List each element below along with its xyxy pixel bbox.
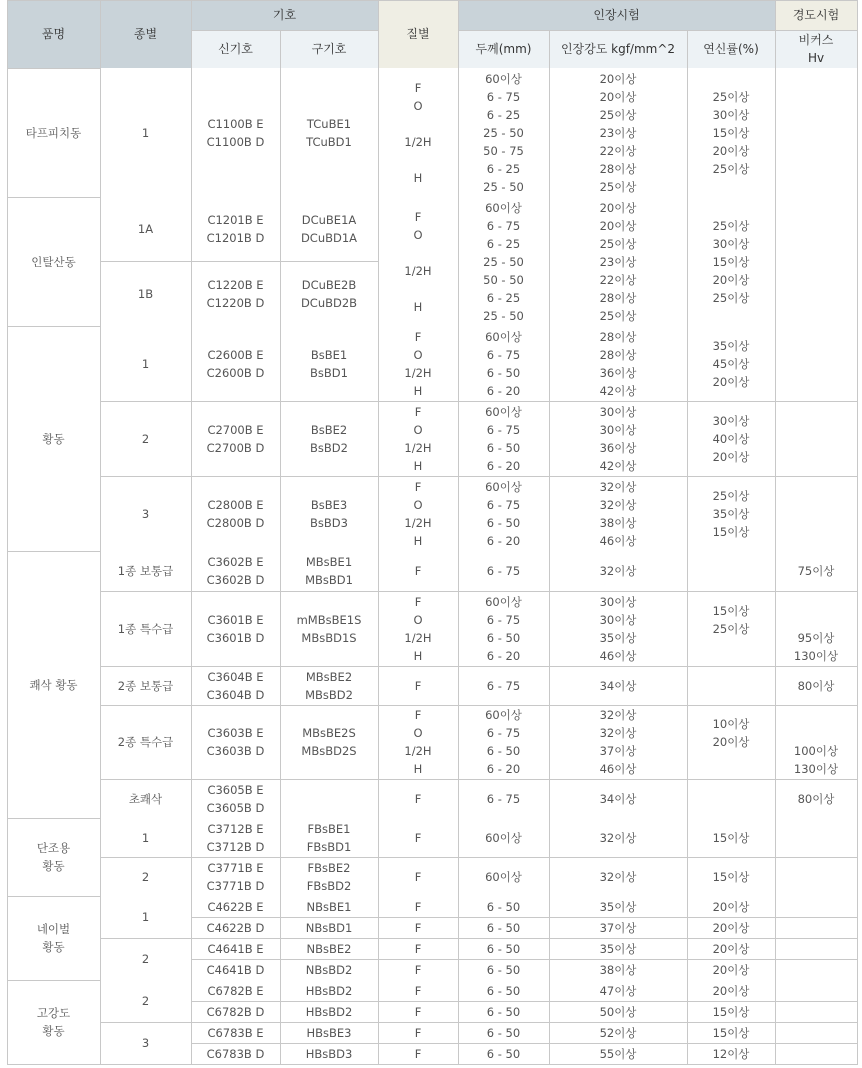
new-symbol-cell: C4641B E (191, 938, 280, 959)
grid-line (100, 68, 101, 197)
grid-line (775, 980, 776, 1064)
vickers-cell (775, 980, 857, 1001)
vickers-cell: 75이상 (775, 551, 857, 591)
type-cell: 1B (100, 261, 191, 326)
thickness-cell: 6 - 50 (458, 1022, 549, 1043)
old-symbol-cell: MBsBE1 MBsBD1 (280, 551, 378, 591)
strength-cell: 50이상 (549, 1001, 687, 1022)
thickness-cell: 6 - 75 (458, 666, 549, 705)
new-symbol-cell: C6782B D (191, 1001, 280, 1022)
grid-line (280, 30, 281, 68)
grid-line (191, 818, 192, 896)
thickness-cell: 60이상 6 - 75 6 - 25 25 - 50 50 - 75 6 - 25 25 - 50 (458, 68, 549, 197)
temper-cell: F O 1/2H H (378, 326, 458, 401)
thickness-cell: 60이상 6 - 75 6 - 50 6 - 20 (458, 705, 549, 779)
temper-cell: F O 1/2H H (378, 68, 458, 197)
grid-line (191, 666, 857, 667)
grid-line (458, 980, 459, 1064)
strength-cell: 32이상 (549, 857, 687, 896)
new-symbol-cell: C6783B E (191, 1022, 280, 1043)
thickness-cell: 6 - 50 (458, 1001, 549, 1022)
elongation-cell: 25이상 30이상 15이상 20이상 25이상 (687, 68, 775, 197)
old-symbol-cell: DCuBE1A DCuBD1A (280, 197, 378, 261)
product-name: 단조용 황동 (7, 818, 100, 896)
grid-line (100, 980, 101, 1064)
thickness-cell: 60이상 6 - 75 6 - 50 6 - 20 (458, 401, 549, 476)
type-cell: 2 (100, 401, 191, 476)
grid-line (7, 0, 857, 1)
new-symbol-cell: C3712B E C3712B D (191, 818, 280, 857)
grid-line (549, 818, 550, 896)
vickers-cell: 80이상 (775, 779, 857, 818)
header-temper: 질별 (378, 0, 458, 68)
header-hardness-test: 경도시험 (775, 0, 857, 30)
vickers-cell (775, 1022, 857, 1043)
grid-line (100, 197, 101, 326)
grid-line (775, 0, 776, 68)
new-symbol-cell: C4622B D (191, 917, 280, 938)
old-symbol-cell: mMBsBE1S MBsBD1S (280, 591, 378, 666)
strength-cell: 38이상 (549, 959, 687, 980)
vickers-cell (775, 896, 857, 917)
grid-line (191, 779, 857, 780)
vickers-cell (775, 476, 857, 551)
strength-cell: 34이상 (549, 666, 687, 705)
vickers-cell (775, 1043, 857, 1064)
thickness-cell: 60이상 6 - 75 6 - 25 25 - 50 50 - 50 6 - 25 25 - 50 (458, 197, 549, 326)
strength-cell: 32이상 (549, 551, 687, 591)
vickers-cell (775, 959, 857, 980)
grid-line (378, 68, 379, 197)
grid-line (100, 705, 191, 706)
elongation-cell: 20이상 (687, 896, 775, 917)
elongation-cell: 35이상 45이상 20이상 (687, 326, 775, 401)
grid-line (191, 1043, 857, 1044)
grid-line (191, 1001, 857, 1002)
thickness-cell: 6 - 75 (458, 551, 549, 591)
strength-cell: 34이상 (549, 779, 687, 818)
product-name: 타프피치동 (7, 68, 100, 197)
grid-line (687, 326, 688, 551)
grid-line (100, 261, 378, 262)
elongation-cell (687, 666, 775, 705)
vickers-cell (775, 1001, 857, 1022)
elongation-cell: 15이상 (687, 818, 775, 857)
grid-line (100, 551, 101, 818)
grid-line (100, 401, 191, 402)
grid-line (280, 68, 281, 197)
grid-line (100, 779, 191, 780)
new-symbol-cell: C3771B E C3771B D (191, 857, 280, 896)
strength-cell: 30이상 30이상 35이상 46이상 (549, 591, 687, 666)
header-tensile-strength: 인장강도 kgf/mm^2 (549, 30, 687, 68)
product-name: 인탈산동 (7, 197, 100, 326)
grid-line (378, 818, 379, 896)
old-symbol-cell: FBsBE2 FBsBD2 (280, 857, 378, 896)
new-symbol-cell: C2600B E C2600B D (191, 326, 280, 401)
thickness-cell: 60이상 6 - 75 6 - 50 6 - 20 (458, 476, 549, 551)
grid-line (191, 0, 192, 68)
grid-line (549, 197, 550, 326)
vickers-cell (775, 401, 857, 476)
elongation-cell: 20이상 (687, 980, 775, 1001)
vickers-cell (775, 857, 857, 896)
new-symbol-cell: C3605B E C3605B D (191, 779, 280, 818)
temper-cell: F (378, 1001, 458, 1022)
strength-cell: 30이상 30이상 36이상 42이상 (549, 401, 687, 476)
old-symbol-cell: HBsBD2 (280, 1001, 378, 1022)
vickers-cell: 80이상 (775, 666, 857, 705)
grid-line (191, 980, 192, 1064)
grid-line (775, 896, 776, 980)
elongation-cell: 15이상 (687, 1022, 775, 1043)
grid-line (458, 326, 459, 551)
old-symbol-cell: NBsBE1 (280, 896, 378, 917)
product-name: 고강도 황동 (7, 980, 100, 1064)
thickness-cell: 6 - 50 (458, 1043, 549, 1064)
new-symbol-cell: C3601B E C3601B D (191, 591, 280, 666)
grid-line (280, 896, 281, 980)
grid-line (100, 476, 191, 477)
temper-cell: F (378, 917, 458, 938)
elongation-cell: 20이상 (687, 959, 775, 980)
old-symbol-cell: HBsBD3 (280, 1043, 378, 1064)
grid-line (775, 818, 776, 896)
grid-line (191, 30, 378, 31)
type-cell: 3 (100, 476, 191, 551)
strength-cell: 37이상 (549, 917, 687, 938)
type-cell: 1종 보통급 (100, 551, 191, 591)
new-symbol-cell: C3604B E C3604B D (191, 666, 280, 705)
old-symbol-cell: BsBE2 BsBD2 (280, 401, 378, 476)
grid-line (687, 980, 688, 1064)
elongation-cell: 25이상 30이상 15이상 20이상 25이상 (687, 197, 775, 326)
header-vickers: 비커스 Hv (775, 30, 857, 68)
old-symbol-cell: MBsBE2S MBsBD2S (280, 705, 378, 779)
strength-cell: 47이상 (549, 980, 687, 1001)
grid-line (775, 68, 776, 197)
elongation-cell: 10이상 20이상 (687, 705, 775, 779)
grid-line (100, 591, 191, 592)
grid-line (378, 197, 379, 326)
grid-line (458, 896, 459, 980)
thickness-cell: 6 - 50 (458, 917, 549, 938)
grid-line (775, 551, 776, 818)
grid-line (191, 959, 857, 960)
temper-cell: F (378, 938, 458, 959)
strength-cell: 20이상 20이상 25이상 23이상 22이상 28이상 25이상 (549, 197, 687, 326)
new-symbol-cell: C3603B E C3603B D (191, 705, 280, 779)
thickness-cell: 60이상 (458, 818, 549, 857)
grid-line (549, 30, 550, 68)
grid-line (458, 68, 459, 197)
grid-line (191, 857, 857, 858)
vickers-cell (775, 938, 857, 959)
grid-line (280, 551, 281, 818)
elongation-cell: 15이상 25이상 (687, 591, 775, 666)
grid-line (100, 666, 191, 667)
type-cell: 1 (100, 68, 191, 197)
grid-line (687, 896, 688, 980)
thickness-cell: 6 - 50 (458, 959, 549, 980)
temper-cell: F (378, 959, 458, 980)
elongation-cell: 20이상 (687, 917, 775, 938)
temper-cell: F (378, 896, 458, 917)
grid-line (687, 551, 688, 818)
thickness-cell: 60이상 (458, 857, 549, 896)
elongation-cell (687, 779, 775, 818)
type-cell: 2종 보통급 (100, 666, 191, 705)
header-product: 품명 (7, 0, 100, 68)
temper-cell: F (378, 1022, 458, 1043)
header-elongation: 연신률(%) (687, 30, 775, 68)
elongation-cell: 25이상 35이상 15이상 (687, 476, 775, 551)
strength-cell: 32이상 (549, 818, 687, 857)
new-symbol-cell: C4641B D (191, 959, 280, 980)
temper-cell: F O 1/2H H (378, 476, 458, 551)
grid-line (7, 1064, 857, 1065)
grid-line (191, 705, 857, 706)
strength-cell: 35이상 (549, 938, 687, 959)
header-thickness: 두께(mm) (458, 30, 549, 68)
old-symbol-cell: HBsBD2 (280, 980, 378, 1001)
temper-cell: F (378, 818, 458, 857)
thickness-cell: 6 - 50 (458, 938, 549, 959)
elongation-cell: 15이상 (687, 857, 775, 896)
product-name: 쾌삭 황동 (7, 551, 100, 818)
header-symbol: 기호 (191, 0, 378, 30)
grid-line (775, 326, 776, 551)
grid-line (687, 68, 688, 197)
grid-line (100, 1022, 191, 1023)
old-symbol-cell: MBsBE2 MBsBD2 (280, 666, 378, 705)
thickness-cell: 60이상 6 - 75 6 - 50 6 - 20 (458, 326, 549, 401)
vickers-cell (775, 197, 857, 326)
temper-cell: F (378, 857, 458, 896)
grid-line (378, 551, 379, 818)
grid-line (775, 197, 776, 326)
strength-cell: 20이상 20이상 25이상 23이상 22이상 28이상 25이상 (549, 68, 687, 197)
temper-cell: F (378, 666, 458, 705)
grid-line (100, 857, 191, 858)
strength-cell: 35이상 (549, 896, 687, 917)
spec-table (7, 0, 857, 1066)
grid-line (549, 980, 550, 1064)
elongation-cell: 20이상 (687, 938, 775, 959)
grid-line (378, 896, 379, 980)
old-symbol-cell: NBsBD2 (280, 959, 378, 980)
old-symbol-cell: TCuBE1 TCuBD1 (280, 68, 378, 197)
old-symbol-cell: HBsBE3 (280, 1022, 378, 1043)
grid-line (191, 1022, 857, 1023)
strength-cell: 32이상 32이상 38이상 46이상 (549, 476, 687, 551)
grid-line (687, 818, 688, 896)
thickness-cell: 6 - 50 (458, 980, 549, 1001)
old-symbol-cell: NBsBE2 (280, 938, 378, 959)
temper-cell: F O 1/2H H (378, 591, 458, 666)
type-cell: 1A (100, 197, 191, 261)
grid-line (378, 326, 379, 551)
grid-line (7, 0, 8, 1065)
temper-cell: F O 1/2H H (378, 197, 458, 326)
grid-line (378, 980, 379, 1064)
header-type: 종별 (100, 0, 191, 68)
header-tensile-test: 인장시험 (458, 0, 775, 30)
strength-cell: 28이상 28이상 36이상 42이상 (549, 326, 687, 401)
vickers-cell: 100이상 130이상 (775, 705, 857, 779)
type-cell: 3 (100, 1022, 191, 1064)
thickness-cell: 6 - 50 (458, 896, 549, 917)
vickers-cell (775, 917, 857, 938)
grid-line (100, 0, 101, 68)
grid-line (280, 818, 281, 896)
grid-line (458, 818, 459, 896)
type-cell: 1 (100, 818, 191, 857)
old-symbol-cell: BsBE1 BsBD1 (280, 326, 378, 401)
temper-cell: F (378, 779, 458, 818)
grid-line (687, 197, 688, 326)
grid-line (191, 938, 857, 939)
thickness-cell: 60이상 6 - 75 6 - 50 6 - 20 (458, 591, 549, 666)
type-cell: 2 (100, 857, 191, 896)
header-new-symbol: 신기호 (191, 30, 280, 68)
temper-cell: F O 1/2H H (378, 401, 458, 476)
product-name: 네이벌 황동 (7, 896, 100, 980)
grid-line (191, 551, 192, 818)
temper-cell: F (378, 551, 458, 591)
vickers-cell: 95이상 130이상 (775, 591, 857, 666)
grid-line (100, 818, 101, 896)
temper-cell: F (378, 1043, 458, 1064)
elongation-cell (687, 551, 775, 591)
grid-line (458, 30, 857, 31)
new-symbol-cell: C2700B E C2700B D (191, 401, 280, 476)
grid-line (458, 197, 459, 326)
old-symbol-cell: BsBE3 BsBD3 (280, 476, 378, 551)
grid-line (100, 896, 101, 980)
type-cell: 1 (100, 326, 191, 401)
type-cell: 1 (100, 896, 191, 938)
grid-line (100, 938, 191, 939)
grid-line (280, 197, 281, 326)
new-symbol-cell: C6783B D (191, 1043, 280, 1064)
elongation-cell: 12이상 (687, 1043, 775, 1064)
new-symbol-cell: C1201B E C1201B D (191, 197, 280, 261)
vickers-cell (775, 818, 857, 857)
old-symbol-cell: NBsBD1 (280, 917, 378, 938)
grid-line (100, 326, 101, 551)
new-symbol-cell: C6782B E (191, 980, 280, 1001)
grid-line (378, 0, 379, 68)
grid-line (191, 401, 857, 402)
thickness-cell: 6 - 75 (458, 779, 549, 818)
new-symbol-cell: C2800B E C2800B D (191, 476, 280, 551)
grid-line (191, 476, 857, 477)
old-symbol-cell: DCuBE2B DCuBD2B (280, 261, 378, 326)
grid-line (458, 0, 459, 68)
grid-line (857, 0, 858, 1065)
grid-line (549, 68, 550, 197)
grid-line (191, 896, 192, 980)
grid-line (687, 30, 688, 68)
type-cell: 초쾌삭 (100, 779, 191, 818)
temper-cell: F O 1/2H H (378, 705, 458, 779)
grid-line (280, 980, 281, 1064)
new-symbol-cell: C4622B E (191, 896, 280, 917)
old-symbol-cell (280, 779, 378, 818)
new-symbol-cell: C3602B E C3602B D (191, 551, 280, 591)
new-symbol-cell: C1220B E C1220B D (191, 261, 280, 326)
strength-cell: 32이상 32이상 37이상 46이상 (549, 705, 687, 779)
strength-cell: 55이상 (549, 1043, 687, 1064)
grid-line (191, 68, 192, 197)
grid-line (191, 197, 192, 326)
type-cell: 1종 특수급 (100, 591, 191, 666)
grid-line (191, 326, 192, 551)
grid-line (191, 591, 857, 592)
vickers-cell (775, 326, 857, 401)
type-cell: 2 (100, 980, 191, 1022)
grid-line (549, 326, 550, 551)
vickers-cell (775, 68, 857, 197)
elongation-cell: 15이상 (687, 1001, 775, 1022)
elongation-cell: 30이상 40이상 20이상 (687, 401, 775, 476)
grid-line (549, 896, 550, 980)
grid-line (549, 551, 550, 818)
temper-cell: F (378, 980, 458, 1001)
type-cell: 2종 특수급 (100, 705, 191, 779)
old-symbol-cell: FBsBE1 FBsBD1 (280, 818, 378, 857)
strength-cell: 52이상 (549, 1022, 687, 1043)
grid-line (191, 917, 857, 918)
grid-line (458, 551, 459, 818)
type-cell: 2 (100, 938, 191, 980)
product-name: 황동 (7, 326, 100, 551)
new-symbol-cell: C1100B E C1100B D (191, 68, 280, 197)
grid-line (280, 326, 281, 551)
header-old-symbol: 구기호 (280, 30, 378, 68)
